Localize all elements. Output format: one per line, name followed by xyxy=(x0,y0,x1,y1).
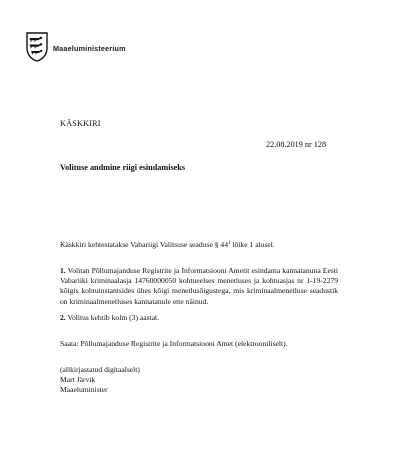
document-date-number: 22.08.2019 nr 128 xyxy=(266,140,327,149)
intro-text-after: lõike 1 alusel. xyxy=(230,240,275,249)
recipient-line: Saata: Põllumajanduse Registrite ja Informatsiooni Amet (elektrooniliselt). xyxy=(60,339,288,348)
paragraph-1 xyxy=(60,266,338,307)
paragraph-2 xyxy=(60,313,338,323)
estonian-coat-of-arms-icon xyxy=(26,32,48,62)
paragraph-1-text: Volitan Põllumajanduse Registrite ja Informatsiooni Ametit esindama kannatanuna Eesti Vabariiki kriminaalasja 14760000050 kohtueelses menetluses ja kohtuasjas nr 1-19-2279 kõigis kohtuinstantsides ühes kõigi menetlusõigustega, mis kriminaalmenetluse seadustik on kriminaalmenetluses kannatanule ette näinud. xyxy=(60,266,338,306)
document-type: KÄSKKIRI xyxy=(60,119,101,128)
paragraph-2-number: 2. xyxy=(60,313,66,322)
intro-text-before: Käskkiri kehtestatakse Vabariigi Valitsuse seaduse § 44 xyxy=(60,240,229,249)
signature-block xyxy=(60,365,338,396)
paragraph-2-text: Volitus kehtib kolm (3) aastat. xyxy=(65,313,160,322)
ministry-name: Maaeluministeerium xyxy=(53,44,126,53)
paragraph-1-number: 1. xyxy=(60,266,66,275)
signatory-position: Maaeluminister xyxy=(60,385,108,395)
intro-paragraph xyxy=(60,240,338,250)
intro-superscript: 1 xyxy=(228,241,231,246)
document-title: Volituse andmine riigi esindamiseks xyxy=(60,163,186,172)
signatory-name: Mart Järvik xyxy=(60,375,96,385)
signature-note: (allkirjastatud digitaalselt) xyxy=(60,365,140,374)
